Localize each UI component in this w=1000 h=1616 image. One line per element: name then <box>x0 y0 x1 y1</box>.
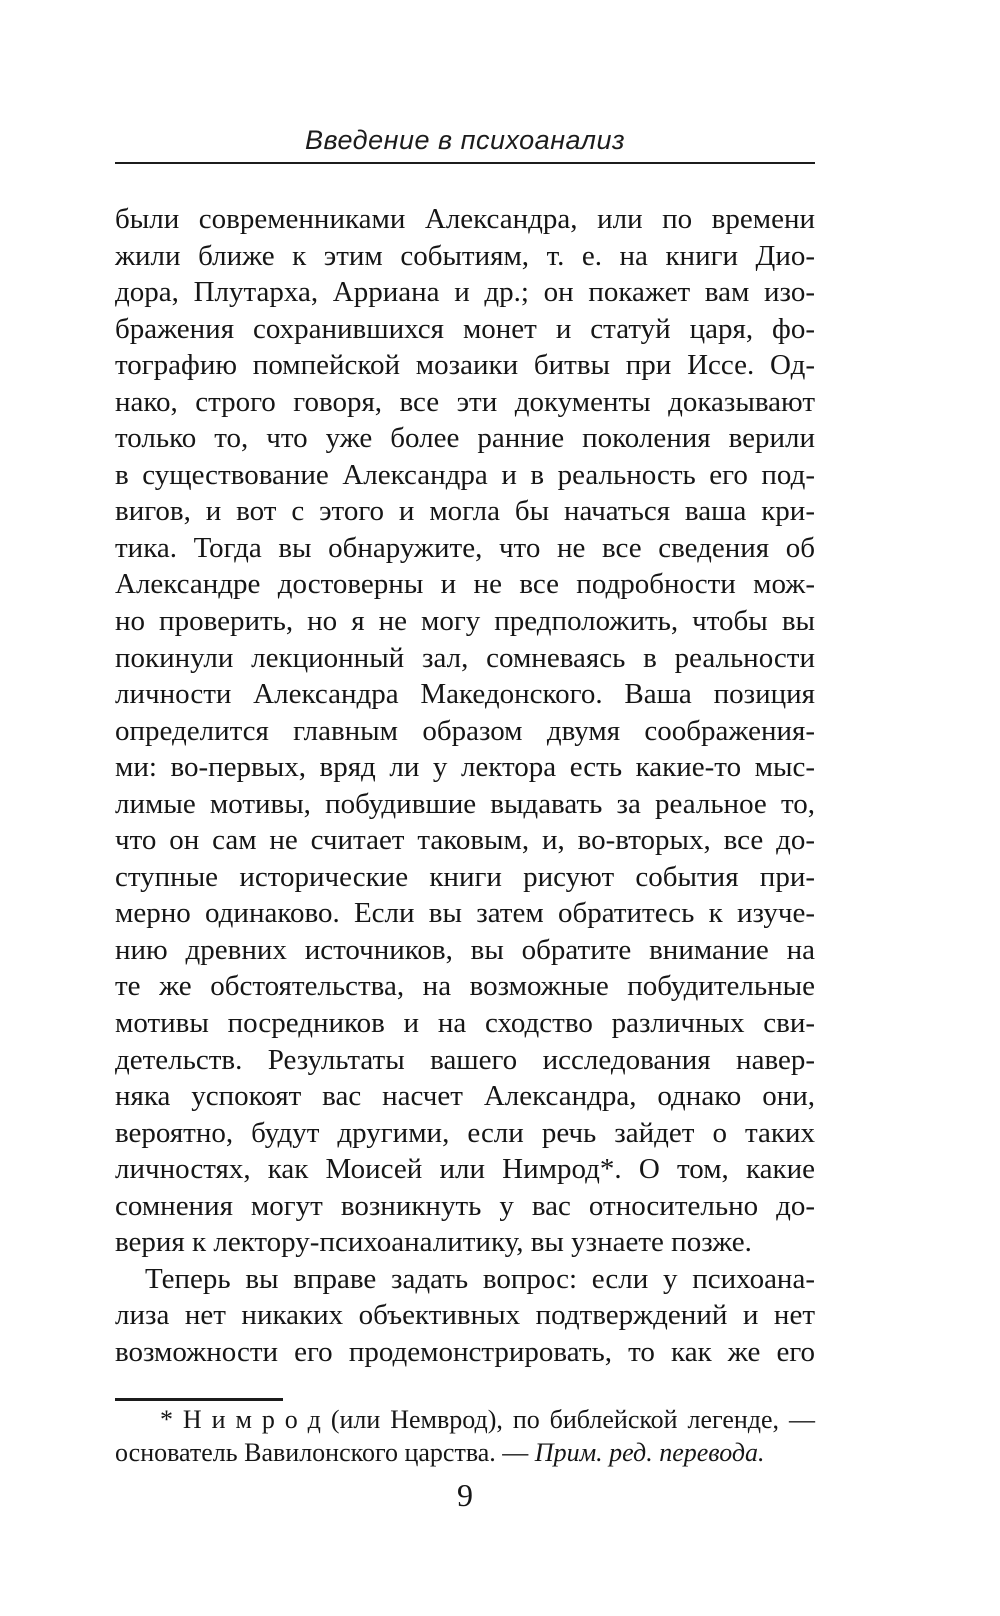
text-line: были современниками Александра, или по времени <box>115 203 815 235</box>
footnote-line-2 <box>115 1437 815 1470</box>
text-line: возможности его продемонстрировать, то как же его <box>115 1335 815 1368</box>
text-line: покинули лекционный зал, сомневаясь в реальности <box>115 641 815 674</box>
text-line: нако, строго говоря, все эти документы доказывают <box>115 385 815 418</box>
text-line: вигов, и вот с этого и могла бы начаться ваша кри- <box>115 495 815 528</box>
footnote-rule <box>115 1398 283 1401</box>
header-rule <box>115 162 815 164</box>
text-line: только то, что уже более ранние поколения верили <box>115 422 815 455</box>
page-number: 9 <box>457 1477 473 1513</box>
text-line: ми: во-первых, вряд ли у лектора есть какие-то мыс- <box>115 751 815 784</box>
running-header-title: Введение в психоанализ <box>304 125 626 155</box>
text-line: мерно одинаково. Если вы затем обратитесь к изуче- <box>115 897 815 930</box>
text-line: мотивы посредников и на сходство различных сви- <box>115 1007 815 1040</box>
body-text <box>115 201 815 1371</box>
text-line: ступные исторические книги рисуют события при- <box>115 860 815 893</box>
text-line: в существование Александра и в реальность его под- <box>115 458 815 491</box>
text-line: личностях, как Моисей или Нимрод*. О том, какие <box>115 1153 815 1186</box>
text-line: личности Александра Македонского. Ваша позиция <box>115 678 815 711</box>
footnote <box>115 1404 815 1469</box>
text-line: но проверить, но я не могу предположить, чтобы вы <box>115 605 815 638</box>
text-line: нию древних источников, вы обратите внимание на <box>115 933 815 966</box>
text-line: бражения сохранившихся монет и статуй царя, фо- <box>115 312 815 345</box>
text-line: тика. Тогда вы обнаружите, что не все сведения об <box>115 531 815 564</box>
text-line: лиза нет никаких объективных подтверждений и нет <box>115 1299 815 1332</box>
text-line: детельств. Результаты вашего исследования навер- <box>115 1043 815 1076</box>
footnote-attribution: Прим. ред. перевода. <box>534 1437 765 1467</box>
text-line: определится главным образом двумя соображения- <box>115 714 815 747</box>
text-line: сомнения могут возникнуть у вас относительно до- <box>115 1189 815 1222</box>
text-line: вероятно, будут другими, если речь зайдет о таких <box>115 1116 815 1149</box>
text-line-paragraph-start: Теперь вы вправе задать вопрос: если у психоана- <box>145 1262 815 1295</box>
text-line: жили ближе к этим событиям, т. е. на книги Дио- <box>115 239 815 272</box>
text-line: тографию помпейской мозаики битвы при Иссе. Од- <box>115 349 815 382</box>
text-line-paragraph-end: верия к лектору-психоаналитику, вы узнаете позже. <box>115 1226 752 1259</box>
footnote-line-1: * Н и м р о д (или Немврод), по библейской легенде, — <box>160 1405 815 1434</box>
text-line: няка успокоят вас насчет Александра, однако они, <box>115 1080 815 1113</box>
text-line: Александре достоверны и не все подробности мож- <box>115 568 815 601</box>
footnote-text: основатель Вавилонского царства. — <box>115 1437 535 1467</box>
text-line: лимые мотивы, побудившие выдавать за реальное то, <box>115 787 815 820</box>
text-line: те же обстоятельства, на возможные побудительные <box>115 970 815 1003</box>
text-line: что он сам не считает таковым, и, во-вторых, все до- <box>115 824 815 857</box>
text-line: дора, Плутарха, Арриана и др.; он покажет вам изо- <box>115 276 815 309</box>
